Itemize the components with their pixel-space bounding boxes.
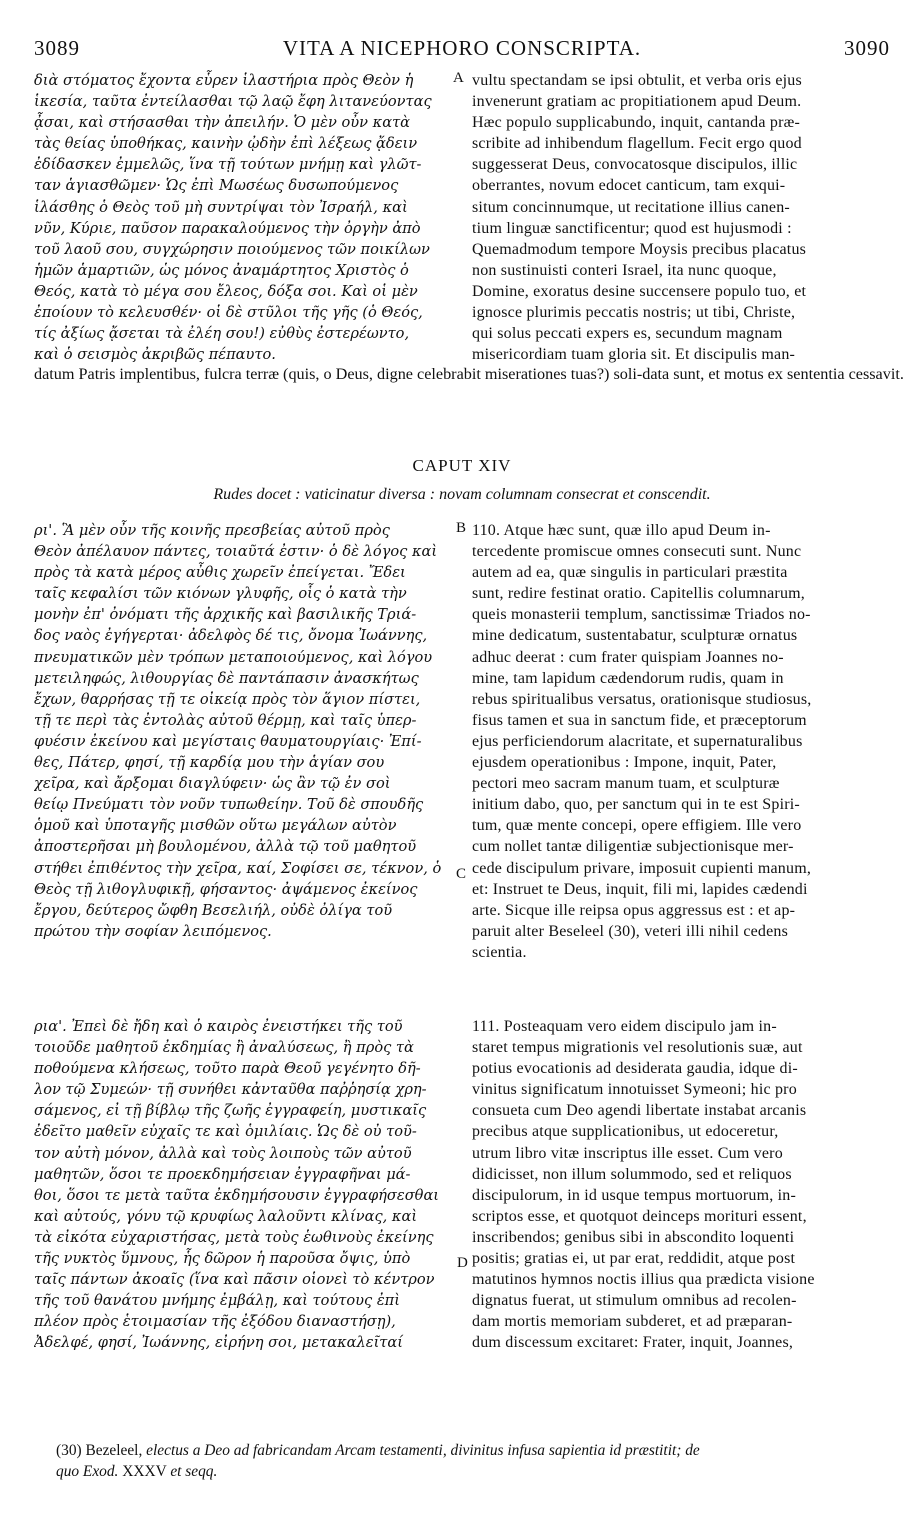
latin-text-line: dignatus fuerat, ut stimulum omnibus ad recolen- [472,1292,797,1310]
latin-text-line: staret tempus migrationis vel resolutionis suæ, aut [472,1039,803,1057]
latin-text-line: situm concinnumque, ut recitatione illius canen- [472,198,790,216]
greek-text-line: νῦν, Κύριε, παῦσον παρακαλούμενος τὴν ὀργὴν ἀπὸ [34,219,421,237]
latin-text-line: dum discessum excitaret: Frater, inquit, Joannes, [472,1334,794,1352]
greek-text-line: καὶ αὐτούς, γόνυ τῷ κρυφίως λαλοῦντι κλίνας, καὶ [34,1207,418,1225]
latin-text-line: initium dabo, quo, per sanctum qui in te est Spiri- [472,796,800,814]
latin-text-line: didicisset, non illum solummodo, sed et reliquos [472,1165,792,1183]
latin-text-line: misericordiam tuam gloria sit. Et discipulis man- [472,346,796,364]
chapter-heading: CAPUT XIV [412,456,512,475]
greek-text-line: τῇ τε περὶ τὰς ἐντολὰς αὐτοῦ θέρμῃ, καὶ ταῖς ὑπερ- [34,711,417,729]
latin-text-line: mine, tam lapidum cædendorum rudis, quam in [472,669,784,687]
latin-text-line: consueta cum Deo agendi libertate instabat arcanis [472,1102,807,1120]
latin-text-line: cum nollet tantæ diligentiæ subjectionisque mer- [472,838,794,856]
greek-text-line: λον τῷ Συμεών· τῇ συνήθει κἀνταῦθα παῤῥησίᾳ χρη- [34,1081,427,1099]
greek-text-line: θείῳ Πνεύματι τὸν νοῦν τυπωθείην. Τοῦ δὲ σπουδῆς [34,796,424,814]
chapter-summary: Rudes docet : vaticinatur diversa : novam columnam consecrat et conscendit. [213,486,711,503]
greek-text-line: χεῖρα, καὶ ἄρξομαι διαγλύφειν· ὡς ἂν τῷ ἐν σοὶ [34,775,391,793]
footnote-text-3: et seqq. [170,1463,218,1480]
footnote-text: electus a Deo ad fabricandam Arcam testamenti, divinitus infusa sapientia id præstitit; de [146,1442,700,1459]
greek-text-line: πρώτου τὴν σοφίαν λειπόμενος. [34,922,272,940]
latin-text-line: queis monasterii templum, sanctissimæ Triados no- [472,606,811,624]
latin-text-line: utrum libro vitæ inscriptus ille esset. Cum vero [472,1144,783,1162]
greek-text-line: ρι'. Ἃ μὲν οὖν τῆς κοινῆς πρεσβείας αὐτοῦ πρὸς [34,522,390,539]
greek-text-line: Θεός, κατὰ τὸ μέγα σου ἔλεος, δόξα σοι. Καὶ οἱ μὲν [34,282,418,300]
latin-text-line: pectori meo sacram manum tuam, et sculpturæ [472,775,780,793]
greek-text-line: ταν ἁγιασθῶμεν· Ὡς ἐπὶ Μωσέως δυσωπούμενος [34,177,399,195]
greek-text-line: ἡμῶν ἁμαρτιῶν, ὡς μόνος ἀναμάρτητος Χριστὸς ὁ [34,261,409,279]
latin-text-line: Quemadmodum tempore Moysis precibus placatus [472,240,807,258]
greek-text-line: θοι, ὅσοι τε μετὰ ταῦτα ἐκδημήσουσιν ἐγγραφήσεσθαι [34,1186,440,1204]
latin-text-line: autem ad ea, quæ singulis in particulari præstita [472,564,788,582]
greek-text-line: ρια'. Ἐπεὶ δὲ ἤδη καὶ ὁ καιρὸς ἐνειστήκει τῆς τοῦ [34,1018,403,1035]
greek-text-line: τοιοῦδε μαθητοῦ ἐκδημίας ἢ ἀναλύσεως, ἢ πρὸς τὰ [34,1039,414,1057]
greek-text-line: ἐδεῖτο μαθεῖν εὐχαῖς τε καὶ ὁμιλίαις. Ὡς δὲ οὐ τοῦ- [34,1123,417,1141]
greek-text-line: μετειληφώς, λιθουργίας δὲ παντάπασιν ἀνασκήτως [34,669,419,687]
greek-text-line: σάμενος, εἰ τῇ βίβλῳ τῆς ζωῆς ἐγγραφείη, μυστικαῖς [34,1102,427,1120]
greek-column-1 [34,70,452,365]
latin-text-line: sunt, redire festinat oratio. Capitellis columnarum, [472,585,805,603]
latin-text-line: scientia. [472,943,527,961]
latin-text-line: potius evocationis ad desiderata gaudia, idque di- [472,1060,798,1078]
running-title: VITA A NICEPHORO CONSCRIPTA. [282,36,642,60]
latin-text-line: tium linguæ sanctificentur; quod est hujusmodi : [472,219,792,237]
greek-text-line: Θεὸς τῇ λιθογλυφικῇ, φήσαντος· ἀψάμενος ἐκείνος [34,880,418,898]
greek-text-line: πνευματικῶν μὲν τρόπων μεταποιούμενος, καὶ λόγου [34,648,433,666]
latin-text-line: vultu spectandam se ipsi obtulit, et verba oris ejus [472,72,802,89]
greek-text-line: τίς ἀξίως ᾄσεται τὰ ἐλέη σου!) εὐθὺς ἐστερέωντο, [34,325,410,343]
latin-text-line: rebus spiritualibus versatus, orationisque studiosus, [472,690,812,708]
latin-text-line: ignosce plurimis peccatis nostris; ut tibi, Christe, [472,304,796,322]
greek-text-line: μαθητῶν, ὅσοι τε προεκδημήσειαν ἐγγραφῆναι μά- [34,1165,411,1183]
latin-column-2 [472,520,892,963]
latin-text-line: precibus atque supplicationibus, ut edoceretur, [472,1123,779,1141]
latin-text-line: adhuc deerat : cum frater quispiam Joannes no- [472,648,784,666]
greek-text-line: διὰ στόματος ἔχοντα εὗρεν ἱλαστήρια πρὸς Θεὸν ἡ [34,72,414,89]
latin-text-line: mine dedicatum, sustentabatur, sculpturæ ornatus [472,627,798,645]
latin-text-line: discipulorum, in id usque tempus mortuorum, in- [472,1186,797,1204]
greek-text-line: ᾆσαι, καὶ στήσασθαι τὴν ἀπειλήν. Ὁ μὲν οὖν κατὰ [34,114,411,132]
latin-text-line: et: Instruet te Deus, inquit, fili mi, lapides cædendi [472,880,808,898]
latin-column-3 [472,1016,892,1354]
greek-text-line: φυέσιν ἐκείνου καὶ μεγίσταις θαυματουργίαις· Ἐπί- [34,732,422,750]
greek-text-line: Θεὸν ἀπέλαυον πάντες, τοιαῦτά ἐστιν· ὁ δὲ λόγος καὶ [34,543,438,561]
greek-text-line: Ἀδελφέ, φησί, Ἰωάννης, εἰρήνη σοι, μετακαλεῖταί [34,1334,403,1352]
greek-text-line: τῆς τοῦ θανάτου μνήμης ἐμβάλῃ, καὶ τούτους ἐπὶ [34,1292,400,1310]
greek-text-line: τοῦ λαοῦ σου, συγχώρησιν ποιούμενος τῶν ποικίλων [34,240,430,258]
margin-marker-a: A [453,70,464,86]
greek-text-line: δος ναὸς ἐγήγερται· ἀδελφὸς δέ τις, ὄνομα Ἰωάννης, [34,627,428,645]
page-number-left: 3089 [34,36,80,60]
greek-text-line: τον αὐτὴ μόνον, ἀλλὰ καὶ τοὺς λοιποὺς τῶν αὐτοῦ [34,1144,412,1162]
margin-marker-c: C [456,866,467,882]
latin-text-line: scriptos esse, et quotquot deinceps morituri essent, [472,1207,807,1225]
latin-text-line: suggesserat Deus, convocatosque discipulos, illic [472,156,798,174]
footnote-ref: XXXV [122,1463,167,1480]
greek-text-line: τὰς θείας ὑποθήκας, καινὴν ᾠδὴν ἐπὶ λέξεως ᾄδειν [34,135,418,153]
greek-text-line: μονὴν ἐπ' ὀνόματι τῆς ἀρχικῆς καὶ βασιλικῆς Τριά- [34,606,417,624]
margin-marker-b: B [456,520,467,536]
greek-text-line: στήθει ἐπιθέντος τὴν χεῖρα, καί, Σοφίσει σε, τέκνον, ὁ [34,859,442,877]
page-header [34,36,890,64]
latin-text-line: tum, quæ mente concepi, opere effigiem. Ille vero [472,817,802,835]
latin-text-line: 110. Atque hæc sunt, quæ illo apud Deum in- [472,522,771,539]
greek-text-line: ἀποστερῆσαι μὴ βουλομένου, ἀλλὰ τῷ τοῦ μαθητοῦ [34,838,417,856]
greek-text-line: καὶ ὁ σεισμὸς ἀκριβῶς πέπαυτο. [34,346,276,364]
latin-text-line: paruit alter Beseleel (30), veteri illi nihil cedens [472,922,789,940]
latin-text-line: Domine, exoratus desine succensere populo tuo, et [472,282,807,300]
latin-text-line: positis; gratias ei, ut par erat, reddidit, atque post [472,1250,796,1268]
latin-text-line: scribite ad inhibendum flagellum. Fecit ergo quod [472,135,802,153]
greek-text-line: ἐδίδασκεν ἐμμελῶς, ἵνα τῇ τούτων μνήμῃ καὶ γλῶτ- [34,156,422,174]
greek-column-2 [34,520,452,942]
greek-text-line: ταῖς κεφαλίσι τῶν κιόνων γλυφῆς, οἷς ὁ κατὰ τὴν [34,585,407,603]
footnote [56,1440,896,1482]
greek-text-line: πρὸς τὰ κατὰ μέρος αὖθις χωρεῖν ἐπείγεται. Ἔδει [34,564,406,582]
latin-text-line: datum Patris implentibus, fulcra terræ (quis, o Deus, digne celebrabit miserationes tuas?) soli- [34,365,643,383]
greek-text-line: ποθούμενα κλήσεως, τοῦτο παρὰ Θεοῦ γεγένητο δῆ- [34,1060,421,1078]
footnote-text-2: quo Exod. [56,1463,119,1480]
latin-text-line: tercedente promiscue omnes consecuti sunt. Nunc [472,543,802,561]
greek-text-line: ἔχων, θαρρήσας τῇ τε οἰκείᾳ πρὸς τὸν ἅγιον πίστει, [34,690,421,708]
greek-column-3 [34,1016,452,1354]
greek-text-line: πλέον πρὸς ἑτοιμασίαν τῆς ἐξόδου διαναστήσῃ), [34,1313,396,1331]
greek-text-line: ἐποίουν τὸ κελευσθέν· οἱ δὲ στῦλοι τῆς γῆς (ὁ Θεός, [34,304,423,322]
latin-fullwidth-continuation [34,364,904,386]
page-number-right: 3090 [844,36,890,60]
latin-text-line: cede discipulum privare, imposuit cupienti manum, [472,859,812,877]
latin-text-line: Hæc populo supplicabundo, inquit, cantanda præ- [472,114,801,132]
greek-text-line: ταῖς πάντων ἀκοαῖς (ἵνα καὶ πᾶσιν οἱονεὶ τὸ κέντρον [34,1271,435,1289]
latin-text-line: vinitus significatum innotuisset Symeoni; hic pro [472,1081,797,1099]
margin-marker-d: D [457,1255,468,1271]
greek-text-line: ἱκεσία, ταῦτα ἐντείλασθαι τῷ λαῷ ἔφη λιτανεύοντας [34,93,432,111]
latin-text-line: ejus perficiendorum alacritate, et supernaturalibus [472,732,803,750]
latin-text-line: arte. Sicque ille reipsa opus aggressus est : et ap- [472,901,796,919]
latin-text-line: invenerunt gratiam ac propitiationem apud Deum. [472,93,802,111]
greek-text-line: ἔργου, δεύτερος ὤφθη Βεσελιήλ, οὐδὲ ὀλίγα τοῦ [34,901,393,919]
latin-text-line: ejusdem operationibus : Impone, inquit, Pater, [472,754,777,772]
greek-text-line: ἱλάσθης ὁ Θεὸς τοῦ μὴ συντρίψαι τὸν Ἰσραήλ, καὶ [34,198,408,216]
latin-text-line: data sunt, et motus ex sententia cessavit. [642,365,904,383]
latin-text-line: oberrantes, novum edocet canticum, tam exqui- [472,177,786,195]
latin-text-line: non sustinuisti conteri Israel, ita nunc quoque, [472,261,777,279]
greek-text-line: τῆς νυκτὸς ὕμνους, ἧς δῶρον ἡ παροῦσα ὄψις, ὑπὸ [34,1250,411,1268]
greek-text-line: τὰ εἰκότα εὐχαριστήσας, μετὰ τοὺς ἑωθινοὺς ἐκείνης [34,1228,434,1246]
latin-text-line: matutinos hymnos noctis illius qua prædicta visione [472,1271,815,1289]
latin-text-line: inscribendos; genibus sibi in abscondito loquenti [472,1228,795,1246]
latin-text-line: dam mortis memoriam subderet, et ad præparan- [472,1313,793,1331]
latin-text-line: fisus tamen et sua in sanctum fide, et præceptorum [472,711,807,729]
latin-text-line: qui solus peccati expers es, secundum magnam [472,325,783,343]
latin-text-line: 111. Posteaquam vero eidem discipulo jam in- [472,1018,777,1035]
greek-text-line: θες, Πάτερ, φησί, τῇ καρδίᾳ μου τὴν ἁγίαν σου [34,754,385,772]
greek-text-line: ὁμοῦ καὶ ὑποταγῆς μισθῶν οὕτω μεγάλων αὐτὸν [34,817,397,835]
footnote-number: (30) Bezeleel, [56,1442,143,1459]
latin-column-1 [472,70,892,365]
